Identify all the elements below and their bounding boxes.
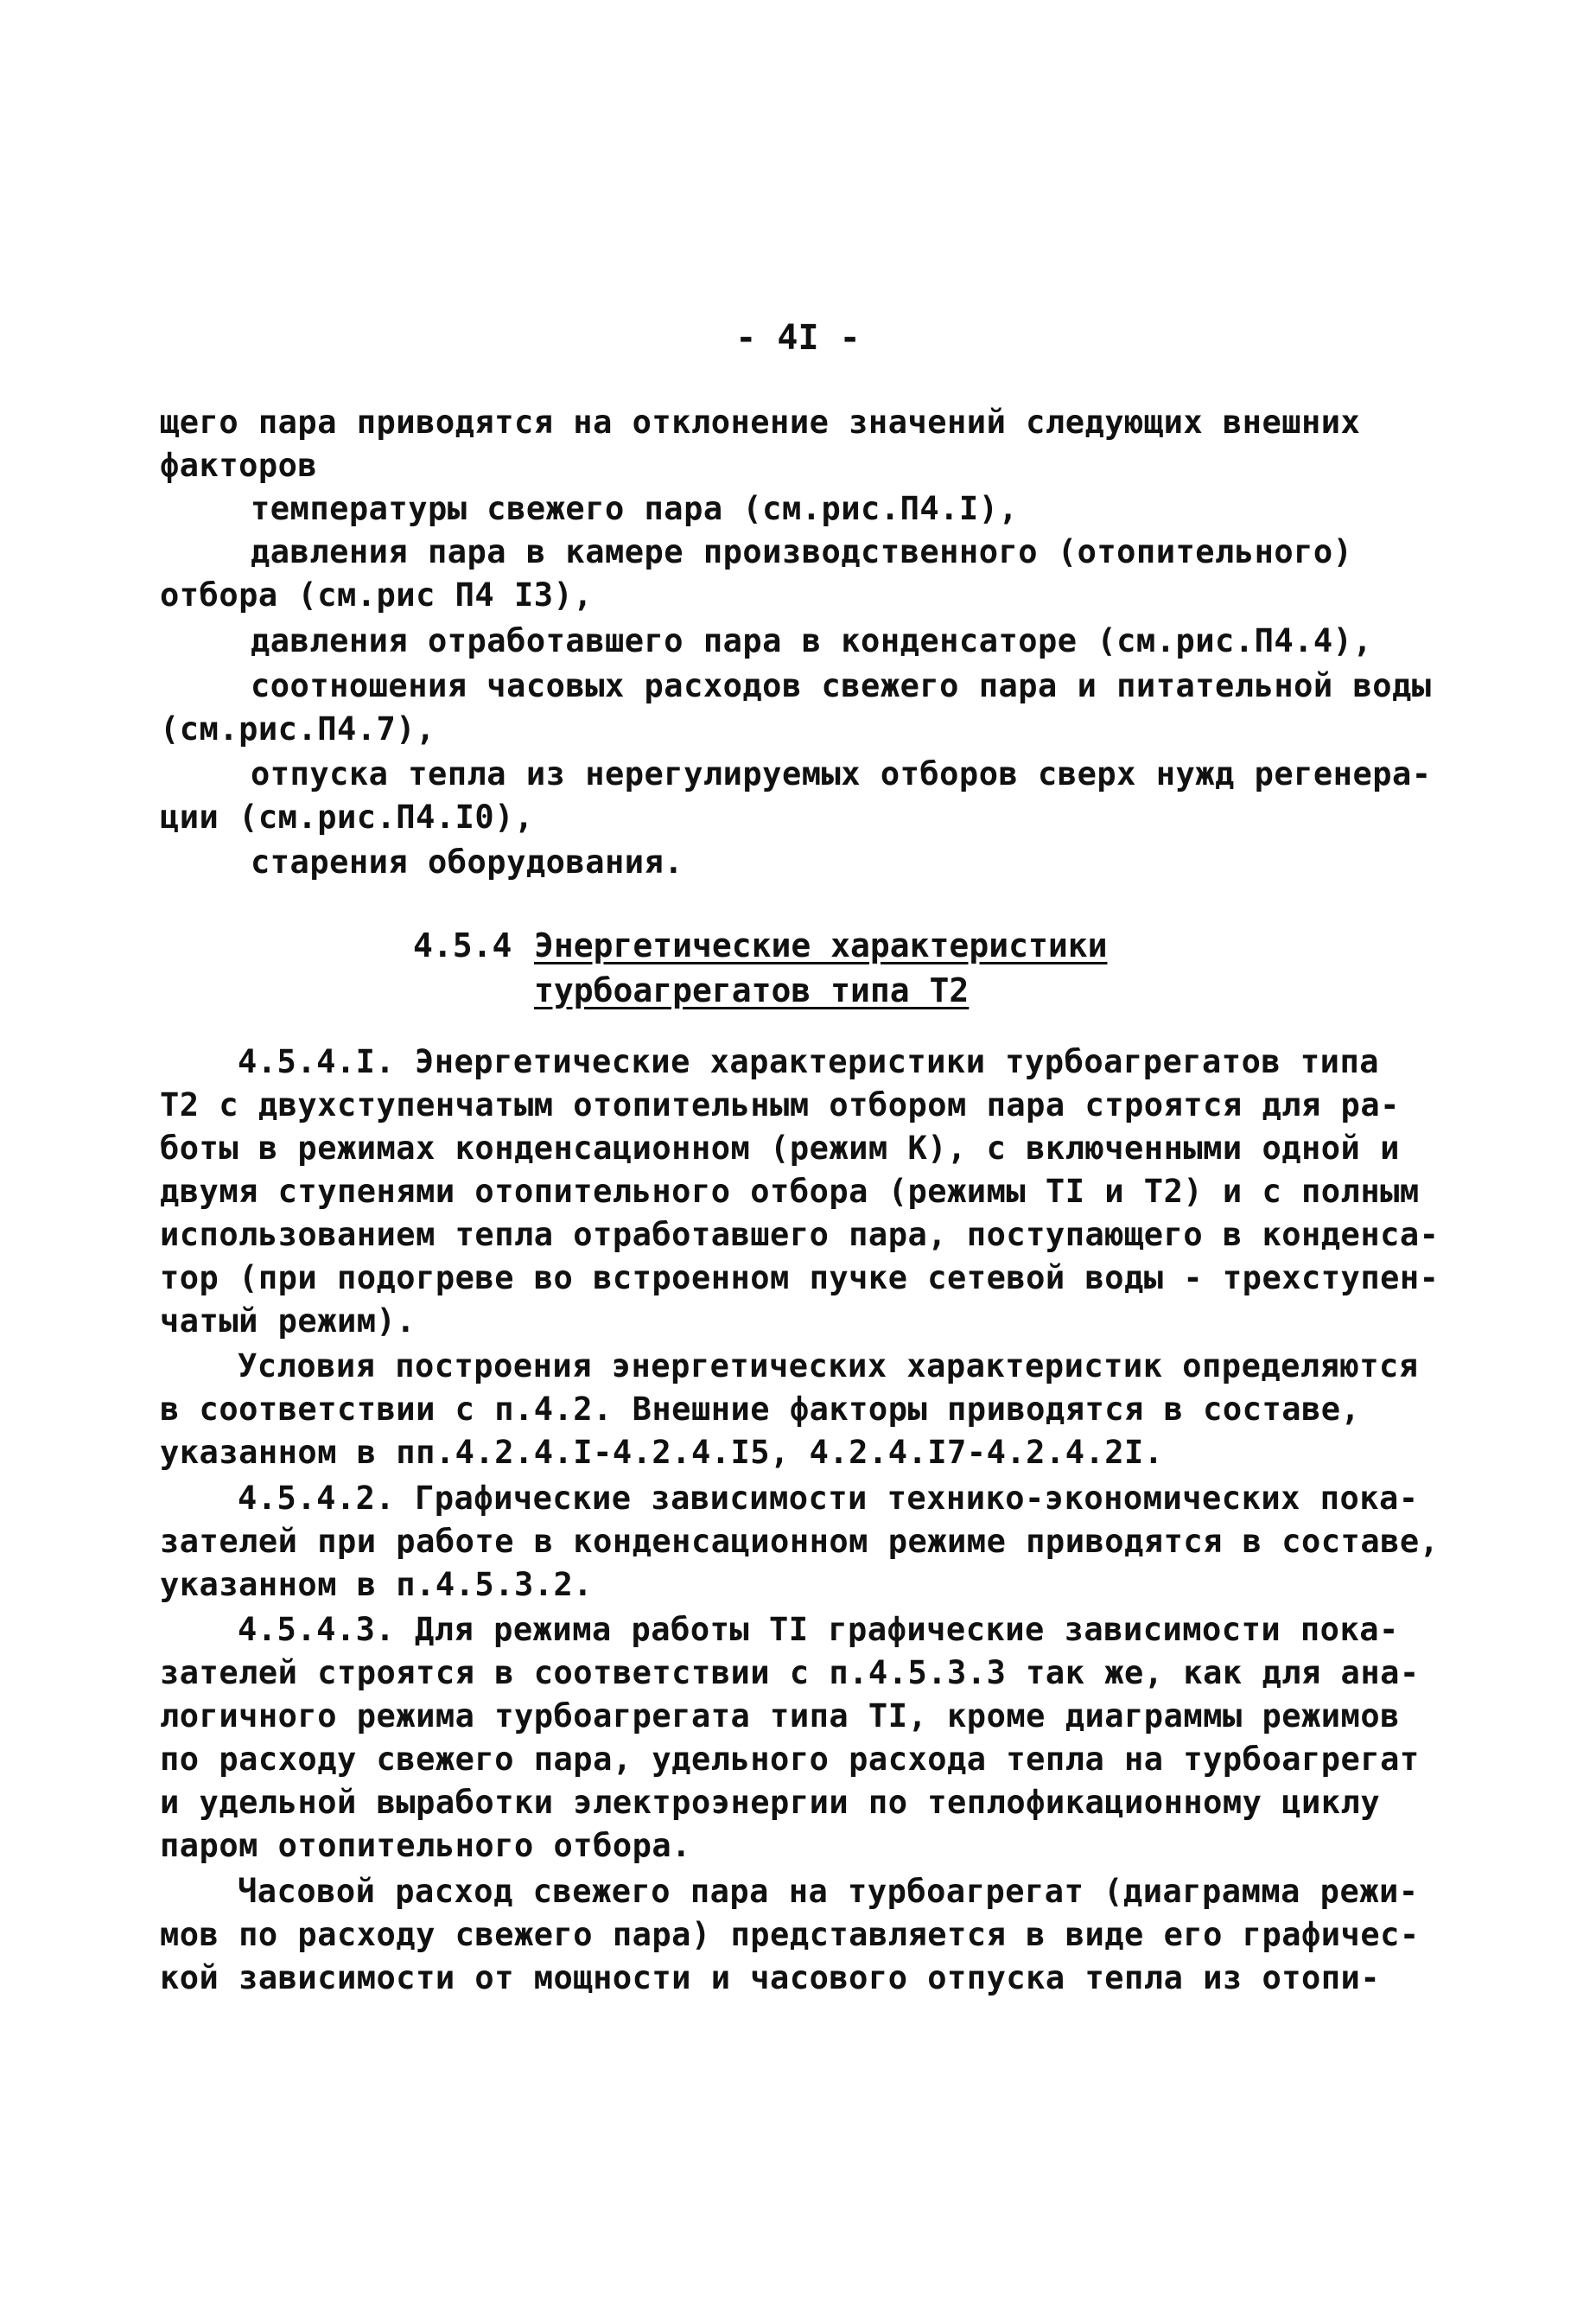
text-line: указанном в п.4.5.3.2. xyxy=(160,1566,594,1603)
text-line: давления отработавшего пара в конденсаторе (см.рис.П4.4), xyxy=(251,622,1373,659)
text-line: температуры свежего пара (см.рис.П4.I), xyxy=(251,490,1019,527)
section-title-line2: турбоагрегатов типа Т2 xyxy=(534,971,970,1009)
text-line: зателей при работе в конденсационном режиме приводятся в составе, xyxy=(160,1523,1440,1560)
text-line: паром отопительного отбора. xyxy=(160,1827,691,1864)
text-line: чатый режим). xyxy=(160,1302,416,1340)
text-line: Т2 с двухступенчатым отопительным отбором пара строятся для ра- xyxy=(160,1086,1400,1123)
text-line: мов по расходу свежего пара) представляется в виде его графичес- xyxy=(160,1916,1420,1953)
text-line: и удельной выработки электроэнергии по теплофикационному циклу xyxy=(160,1784,1381,1821)
text-line: факторов xyxy=(160,447,318,484)
text-line: 4.5.4.2. Графические зависимости технико-экономических пока- xyxy=(238,1480,1419,1517)
text-line: Условия построения энергетических характеристик определяются xyxy=(238,1347,1419,1384)
text-line: по расходу свежего пара, удельного расхода тепла на турбоагрегат xyxy=(160,1741,1420,1778)
text-line: указанном в пп.4.2.4.I-4.2.4.I5, 4.2.4.I7-4.2.4.2I. xyxy=(160,1434,1164,1471)
text-line: щего пара приводятся на отклонение значений следующих внешних xyxy=(160,404,1361,441)
text-line: тор (при подогреве во встроенном пучке сетевой воды - трехступен- xyxy=(160,1259,1440,1296)
text-line: ции (см.рис.П4.I0), xyxy=(160,799,534,836)
text-line: (см.рис.П4.7), xyxy=(160,710,436,748)
text-line: соотношения часовых расходов свежего пара и питательной воды xyxy=(251,667,1432,704)
text-line: в соответствии с п.4.2. Внешние факторы приводятся в составе, xyxy=(160,1391,1361,1428)
text-line: давления пара в камере производственного (отопительного) xyxy=(251,533,1353,570)
text-line: боты в режимах конденсационном (режим К), с включенными одной и xyxy=(160,1130,1400,1167)
text-line: использованием тепла отработавшего пара, поступающего в конденса- xyxy=(160,1216,1440,1253)
text-line: кой зависимости от мощности и часового отпуска тепла из отопи- xyxy=(160,1959,1381,1996)
section-title-line1: Энергетические характеристики xyxy=(534,926,1108,964)
text-line: 4.5.4.3. Для режима работы ТI графические зависимости пока- xyxy=(238,1611,1399,1648)
text-line: отпуска тепла из нерегулируемых отборов сверх нужд регенера- xyxy=(251,755,1432,792)
text-line: Часовой расход свежего пара на турбоагрегат (диаграмма режи- xyxy=(238,1873,1419,1910)
text-line: отбора (см.рис П4 I3), xyxy=(160,576,594,614)
text-line: зателей строятся в соответствии с п.4.5.3.3 так же, как для ана- xyxy=(160,1654,1420,1691)
text-line: старения оборудования. xyxy=(251,843,684,881)
text-line: логичного режима турбоагрегата типа ТI, кроме диаграммы режимов xyxy=(160,1697,1400,1735)
page-number: - 4I - xyxy=(735,318,861,358)
text-line: 4.5.4.I. Энергетические характеристики турбоагрегатов типа xyxy=(238,1043,1380,1080)
section-number: 4.5.4 xyxy=(413,926,512,964)
text-line: двумя ступенями отопительного отбора (режимы ТI и Т2) и с полным xyxy=(160,1173,1420,1210)
